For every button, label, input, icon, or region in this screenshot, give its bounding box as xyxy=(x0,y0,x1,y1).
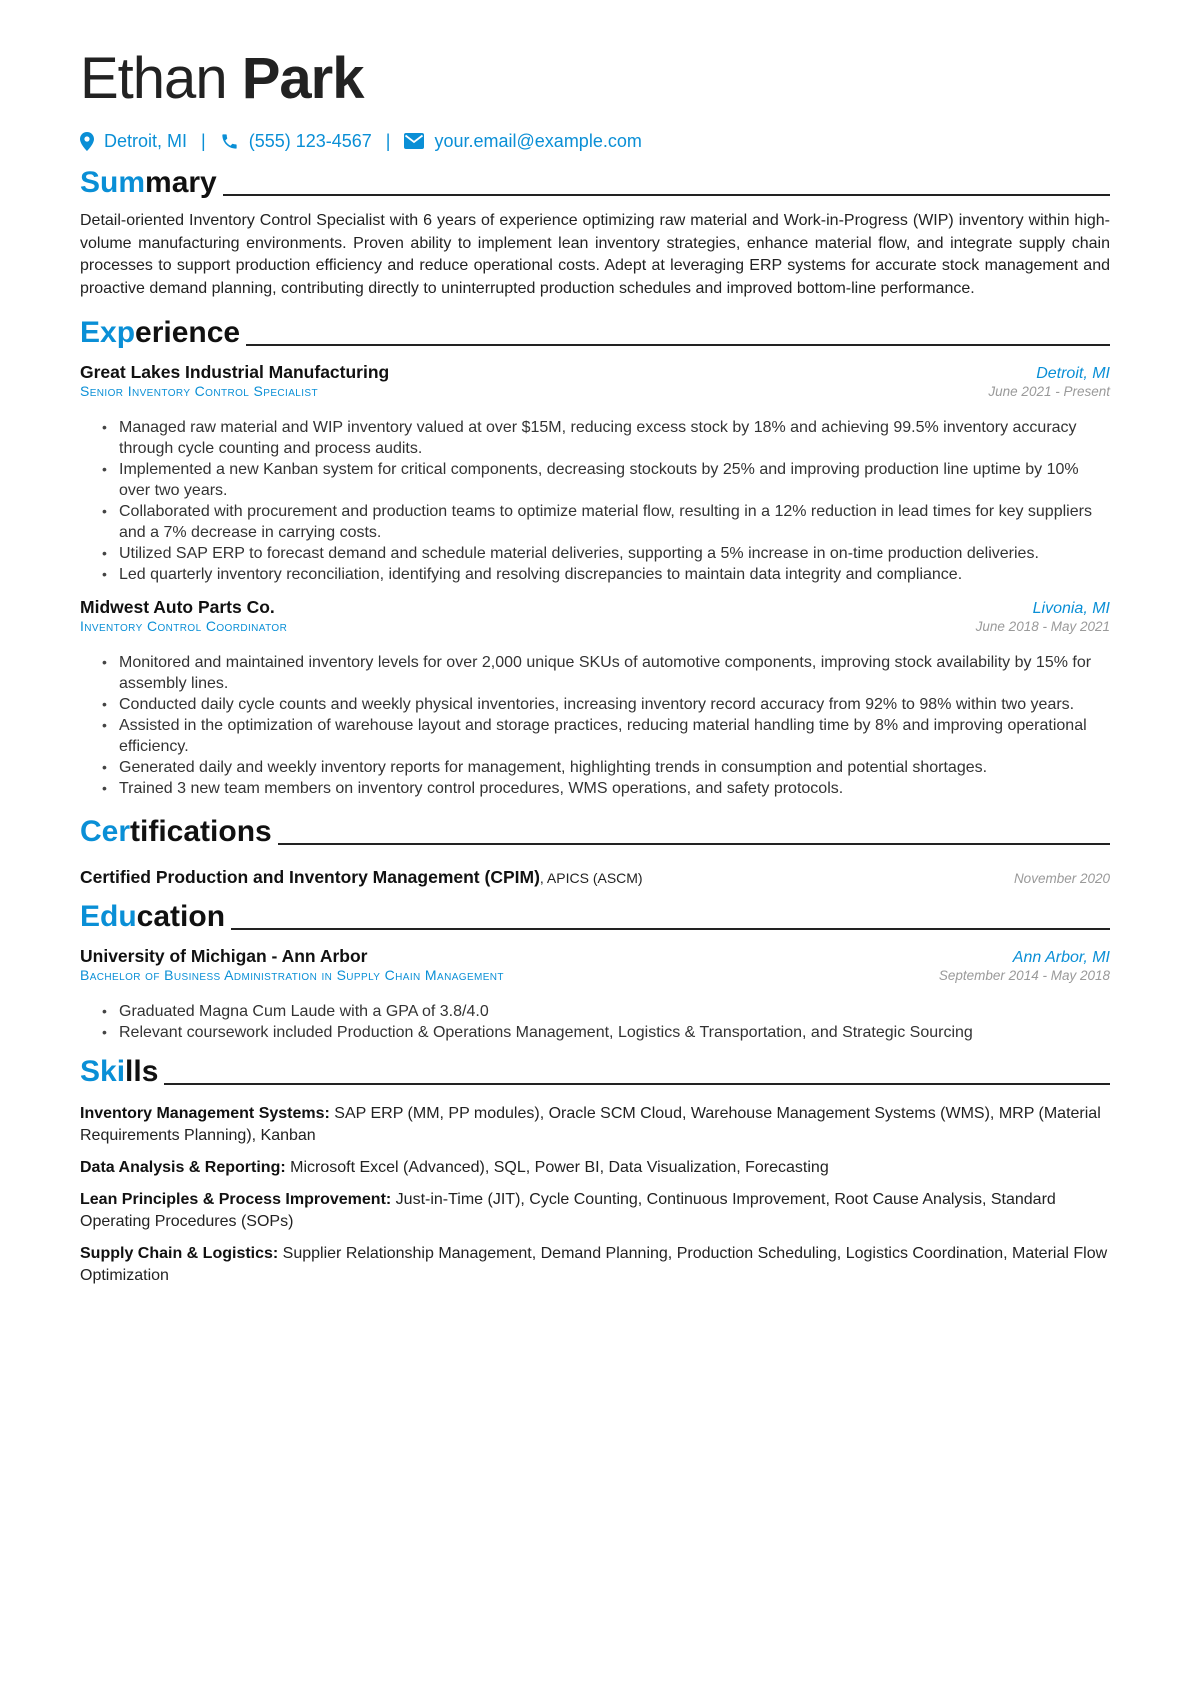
company-name: Great Lakes Industrial Manufacturing xyxy=(80,362,390,382)
list-item: • Relevant coursework included Production & Operations Management, Logistics & Transportation, and Strategic Sourcing xyxy=(102,1022,1110,1043)
skill-value: Just-in-Time (JIT), Cycle Counting, Continuous Improvement, Root Cause Analysis, Standard Operating Procedures (SOPs) xyxy=(80,1191,1056,1230)
job-title: Senior Inventory Control Specialist xyxy=(80,383,319,399)
location-text: Detroit, MI xyxy=(104,130,188,151)
company-name: Midwest Auto Parts Co. xyxy=(80,597,275,617)
list-item: • Monitored and maintained inventory levels for over 2,000 unique SKUs of automotive components, improving stock availability by 15% for assembly lines. xyxy=(102,652,1110,694)
list-item: • Collaborated with procurement and production teams to optimize material flow, resulting in a 12% reduction in lead times for key suppliers and a 7% decrease in carrying costs. xyxy=(102,501,1110,543)
contact-bar xyxy=(80,128,1110,154)
skill-item xyxy=(80,1243,1110,1287)
skill-value: Microsoft Excel (Advanced), SQL, Power BI, Data Visualization, Forecasting xyxy=(285,1159,829,1176)
section-title: Certifications xyxy=(80,815,272,848)
last-name: Park xyxy=(241,46,364,111)
list-item: • Led quarterly inventory reconciliation, identifying and resolving discrepancies to maintain data integrity and compliance. xyxy=(102,564,1110,585)
certification-date: November 2020 xyxy=(1013,871,1110,886)
list-item: • Trained 3 new team members on inventory control procedures, WMS operations, and safety protocols. xyxy=(102,778,1110,799)
list-item: • Conducted daily cycle counts and weekly physical inventories, increasing inventory record accuracy from 92% to 98% within two years. xyxy=(102,694,1110,715)
skill-label: Supply Chain & Logistics: xyxy=(80,1245,279,1262)
section-title: Experience xyxy=(80,316,241,349)
education-section xyxy=(80,896,1110,1043)
email-text: your.email@example.com xyxy=(434,130,642,151)
job-title: Inventory Control Coordinator xyxy=(80,618,288,634)
education-bullets xyxy=(80,1001,1110,1043)
skills-heading xyxy=(80,1051,1110,1089)
list-item: • Graduated Magna Cum Laude with a GPA of 3.8/4.0 xyxy=(102,1001,1110,1022)
contact-phone[interactable] xyxy=(220,131,372,152)
skill-label: Inventory Management Systems: xyxy=(80,1105,330,1122)
degree: Bachelor of Business Administration in Supply Chain Management xyxy=(80,967,504,983)
phone-text: (555) 123-4567 xyxy=(248,130,372,151)
list-item: • Managed raw material and WIP inventory valued at over $15M, reducing excess stock by 18% and achieving 99.5% inventory accuracy through cycle counting and process audits. xyxy=(102,417,1110,459)
skill-value: SAP ERP (MM, PP modules), Oracle SCM Cloud, Warehouse Management Systems (WMS), MRP (Material Requirements Planning), Kanban xyxy=(80,1105,1101,1144)
contact-separator: | xyxy=(201,130,206,151)
section-rule xyxy=(164,1083,1110,1085)
certification-entry xyxy=(80,867,1110,888)
skill-value: Supplier Relationship Management, Demand Planning, Production Scheduling, Logistics Coordination, Material Flow Optimization xyxy=(80,1245,1108,1284)
phone-icon xyxy=(220,132,239,151)
skills-list xyxy=(80,1103,1110,1287)
job-bullets xyxy=(80,652,1110,799)
skills-section xyxy=(80,1051,1110,1287)
summary-text: Detail-oriented Inventory Control Specialist with 6 years of experience optimizing raw material and Work-in-Progress (WIP) inventory within high-volume manufacturing environments. Proven ability to implement lean inventory strategies, enhance material flow, and integrate supply chain processes to support production efficiency and reduce operational costs. Adept at leveraging ERP systems for accurate stock management and proactive demand planning, contributing directly to uninterrupted production schedules and improved bottom-line performance. xyxy=(80,212,1110,297)
school-location: Ann Arbor, MI xyxy=(1012,949,1110,966)
section-rule xyxy=(246,344,1110,346)
list-item: • Assisted in the optimization of warehouse layout and storage practices, reducing material handling time by 8% and improving operational efficiency. xyxy=(102,715,1110,757)
section-rule xyxy=(223,194,1110,196)
education-dates: September 2014 - May 2018 xyxy=(938,968,1110,983)
job-location: Detroit, MI xyxy=(1036,365,1110,382)
section-title: Summary xyxy=(80,166,217,199)
list-item: • Generated daily and weekly inventory reports for management, highlighting trends in consumption and potential shortages. xyxy=(102,757,1110,778)
skill-item xyxy=(80,1103,1110,1147)
certification-issuer: , APICS (ASCM) xyxy=(539,870,643,886)
job-entry xyxy=(80,597,1110,799)
skill-label: Lean Principles & Process Improvement: xyxy=(80,1191,392,1208)
contact-separator: | xyxy=(385,130,391,151)
skill-item xyxy=(80,1157,1110,1179)
section-title: Skills xyxy=(80,1055,159,1088)
map-pin-icon xyxy=(80,132,94,151)
job-bullets xyxy=(80,417,1110,585)
section-title: Education xyxy=(80,900,226,933)
section-rule xyxy=(278,843,1110,845)
summary-heading xyxy=(80,162,1110,200)
skill-item xyxy=(80,1189,1110,1233)
first-name: Ethan xyxy=(80,46,227,111)
section-rule xyxy=(231,928,1110,930)
list-item: • Implemented a new Kanban system for critical components, decreasing stockouts by 25% and improving production line uptime by 10% over two years. xyxy=(102,459,1110,501)
contact-email[interactable] xyxy=(404,131,641,152)
envelope-icon xyxy=(404,133,424,149)
experience-section xyxy=(80,312,1110,799)
experience-heading xyxy=(80,312,1110,350)
list-item: • Utilized SAP ERP to forecast demand and schedule material deliveries, supporting a 5% increase in on-time production deliveries. xyxy=(102,543,1110,564)
skill-label: Data Analysis & Reporting: xyxy=(80,1159,286,1176)
candidate-name xyxy=(80,44,1110,118)
education-entry xyxy=(80,946,1110,1043)
job-dates: June 2021 - Present xyxy=(988,384,1110,399)
certifications-heading xyxy=(80,811,1110,849)
job-entry xyxy=(80,362,1110,585)
certification-name: Certified Production and Inventory Management (CPIM) xyxy=(80,867,540,887)
job-location: Livonia, MI xyxy=(1032,600,1110,617)
education-heading xyxy=(80,896,1110,934)
contact-location xyxy=(80,131,187,152)
certifications-section xyxy=(80,811,1110,888)
summary-section xyxy=(80,162,1110,300)
school-name: University of Michigan - Ann Arbor xyxy=(80,946,368,966)
job-dates: June 2018 - May 2021 xyxy=(975,619,1110,634)
